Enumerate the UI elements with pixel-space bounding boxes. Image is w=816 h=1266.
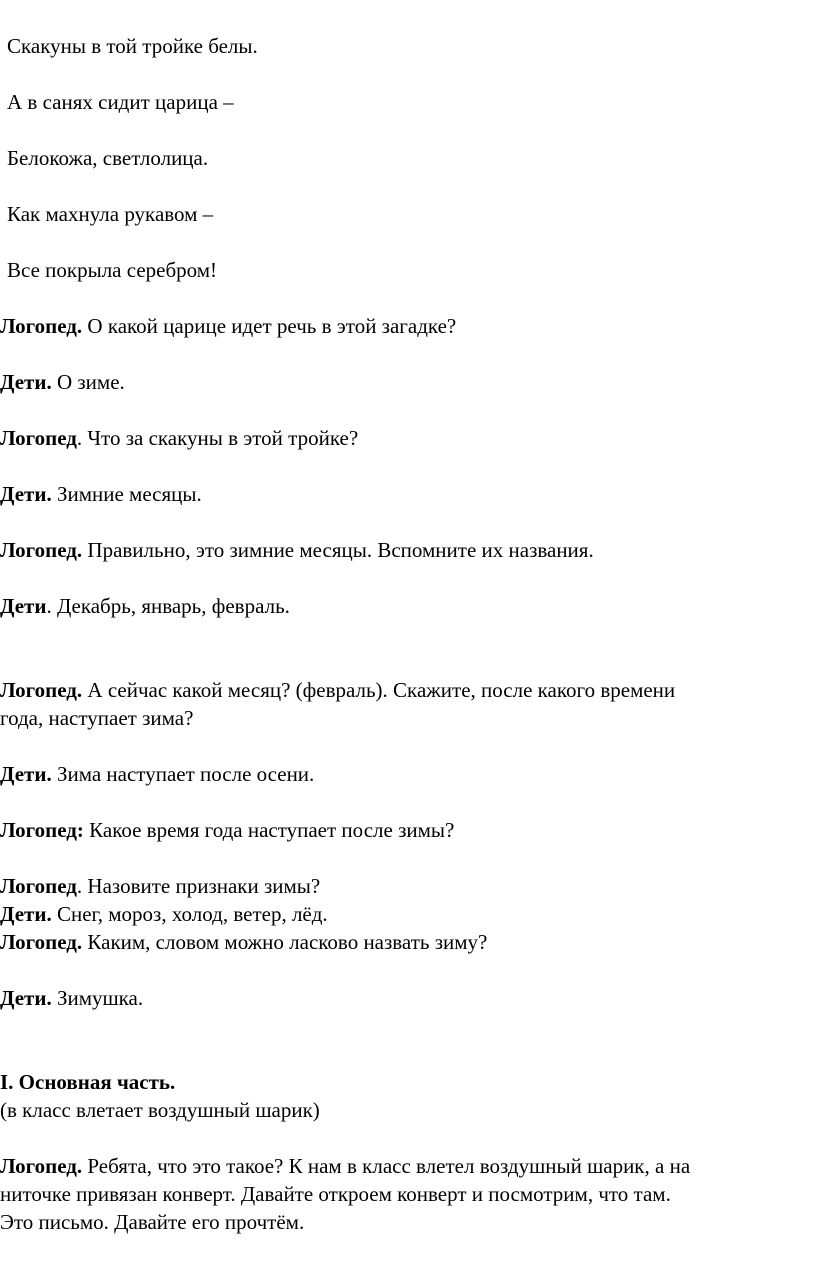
dialogue-text: Зимние месяцы.: [56, 482, 202, 506]
dialogue-line: [0, 425, 358, 451]
dialogue-text: Назовите признаки зимы?: [87, 874, 321, 898]
speaker-label: Дети: [0, 594, 47, 618]
poem-line-5: Все покрыла серебром!: [7, 258, 218, 282]
section-note: (в класс влетает воздушный шарик): [0, 1098, 320, 1122]
speaker-label: Логопед.: [0, 1154, 83, 1178]
speaker-label: Дети.: [0, 370, 52, 394]
speaker-label: Дети.: [0, 902, 52, 926]
dialogue-line: [0, 593, 290, 619]
speaker-separator: .: [76, 426, 88, 450]
speaker-label: Логопед.: [0, 678, 83, 702]
poem-line-2: А в санях сидит царица –: [7, 90, 234, 114]
speaker-label: Логопед: [0, 874, 77, 898]
poem-line-4: Как махнула рукавом –: [7, 202, 214, 226]
dialogue-text: Ребята, что это такое? К нам в класс влетел воздушный шарик, а на: [87, 1154, 691, 1178]
dialogue-line: [0, 817, 454, 843]
speaker-label: Дети.: [0, 762, 52, 786]
speaker-label: Логопед: [0, 426, 77, 450]
dialogue-text: Декабрь, январь, февраль.: [56, 594, 290, 618]
dialogue-text: Какое время года наступает после зимы?: [89, 818, 455, 842]
dialogue-text: Правильно, это зимние месяцы. Вспомните их названия.: [87, 538, 594, 562]
dialogue-text: Каким, словом можно ласково назвать зиму?: [87, 930, 488, 954]
dialogue-continuation: года, наступает зима?: [0, 706, 194, 730]
speaker-label: Логопед.: [0, 538, 83, 562]
dialogue-line: [0, 761, 314, 787]
dialogue-line: [0, 985, 143, 1011]
dialogue-text: Что за скакуны в этой тройке?: [87, 426, 359, 450]
speaker-separator: .: [76, 874, 88, 898]
speaker-label: Логопед.: [0, 314, 83, 338]
dialogue-line: [0, 901, 328, 927]
dialogue-line: [0, 677, 675, 703]
dialogue-continuation: ниточке привязан конверт. Давайте откроем конверт и посмотрим, что там.: [0, 1182, 671, 1206]
dialogue-line: [0, 313, 456, 339]
dialogue-text: А сейчас какой месяц? (февраль). Скажите, после какого времени: [87, 678, 676, 702]
dialogue-text: Снег, мороз, холод, ветер, лёд.: [56, 902, 328, 926]
speaker-label: Дети.: [0, 986, 52, 1010]
dialogue-line: [0, 929, 487, 955]
speaker-separator: .: [46, 594, 57, 618]
dialogue-text: Зимушка.: [56, 986, 144, 1010]
dialogue-line: [0, 1153, 690, 1179]
speaker-label: Логопед:: [0, 818, 84, 842]
poem-line-1: Скакуны в той тройке белы.: [7, 34, 258, 58]
dialogue-text: Зима наступает после осени.: [56, 762, 315, 786]
section-heading: I. Основная часть.: [0, 1070, 176, 1094]
dialogue-line: [0, 537, 594, 563]
dialogue-line: [0, 481, 202, 507]
speaker-label: Логопед.: [0, 930, 83, 954]
dialogue-continuation: Это письмо. Давайте его прочтём.: [0, 1210, 305, 1234]
speaker-label: Дети.: [0, 482, 52, 506]
dialogue-text: О зиме.: [56, 370, 125, 394]
poem-line-3: Белокожа, светлолица.: [7, 146, 209, 170]
dialogue-text: О какой царице идет речь в этой загадке?: [87, 314, 457, 338]
dialogue-line: [0, 369, 125, 395]
dialogue-line: [0, 873, 320, 899]
